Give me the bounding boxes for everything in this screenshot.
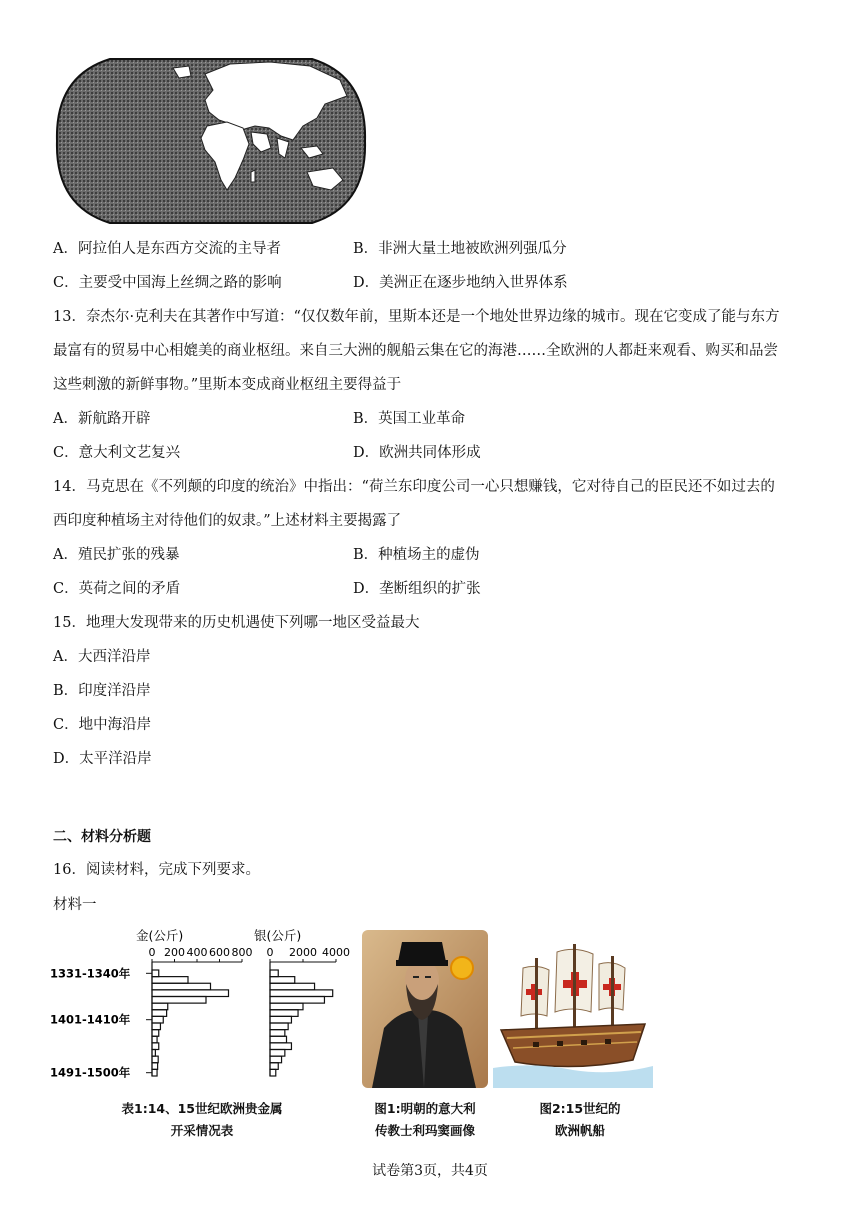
chart-bar-0-15 <box>152 1069 157 1076</box>
q12-option-c: C．主要受中国海上丝绸之路的影响 <box>53 275 282 291</box>
chart-bar-0-3 <box>152 990 229 997</box>
chart-tick-label-0-0: 0 <box>148 946 156 959</box>
q15-option-b: B．印度洋沿岸 <box>53 683 151 699</box>
chart-bar-1-13 <box>270 1056 282 1063</box>
chart-bar-1-8 <box>270 1023 288 1030</box>
q14-option-c: C．英荷之间的矛盾 <box>53 581 181 597</box>
q14-stem-line1: 14．马克思在《不列颠的印度的统治》中指出：“荷兰东印度公司一心只想赚钱，它对待自己的臣民还不如过去的 <box>53 479 775 495</box>
q13-stem-line1: 13．奈杰尔·克利夫在其著作中写道：“仅仅数年前，里斯本还是一个地处世界边缘的城市。现在它变成了能与东方 <box>53 309 780 325</box>
chart-bar-0-11 <box>152 1043 159 1050</box>
fig1-caption-line2: 传教士利玛窦画像 <box>374 1123 475 1138</box>
q14-option-b: B．种植场主的虚伪 <box>353 547 480 563</box>
chart-bar-0-4 <box>152 997 206 1004</box>
chart-bar-1-15 <box>270 1069 276 1076</box>
section-title: 二、材料分析题 <box>53 829 151 845</box>
chart-tick-label-1-2: 4000 <box>322 946 350 959</box>
q12-option-b: B．非洲大量土地被欧洲列强瓜分 <box>353 241 567 257</box>
chart-bar-1-9 <box>270 1030 285 1037</box>
world-map-svg <box>55 56 367 226</box>
chart-bar-0-5 <box>152 1003 168 1010</box>
chart-bar-1-10 <box>270 1036 287 1043</box>
table1-caption-line2: 开采情况表 <box>170 1123 234 1138</box>
chart-tick-label-0-1: 200 <box>164 946 185 959</box>
chart-bar-1-11 <box>270 1043 291 1050</box>
q13-stem-line2: 最富有的贸易中心相媲美的商业枢纽。来自三大洲的舰船云集在它的海港……全欧洲的人都赶来观看、购买和品尝 <box>53 343 778 359</box>
fig1-caption-line1: 图1:明朝的意大利 <box>374 1101 476 1116</box>
q14-option-a: A．殖民扩张的残暴 <box>53 547 180 563</box>
precious-metals-chart <box>48 926 358 1094</box>
q15-option-c: C．地中海沿岸 <box>53 717 152 733</box>
sailing-ship-image <box>493 938 653 1088</box>
q15-option-d: D．太平洋沿岸 <box>53 751 152 767</box>
q14-stem-line2: 西印度种植场主对待他们的奴隶。”上述材料主要揭露了 <box>53 513 402 529</box>
table1-caption <box>96 1098 308 1142</box>
chart-bar-1-1 <box>270 977 295 984</box>
table1-caption-line1: 表1:14、15世纪欧洲贵金属 <box>121 1101 283 1116</box>
chart-bar-1-0 <box>270 970 278 977</box>
chart-bar-0-14 <box>152 1063 158 1070</box>
chart-bar-0-9 <box>152 1030 159 1037</box>
chart-tick-label-0-4: 800 <box>231 946 253 959</box>
chart-tick-label-1-0: 0 <box>266 946 274 959</box>
fig2-caption-line1: 图2:15世纪的 <box>539 1101 621 1116</box>
fig1-caption <box>352 1098 498 1142</box>
ricci-portrait-image <box>362 930 488 1088</box>
chart-bar-1-14 <box>270 1063 278 1070</box>
page-footer: 试卷第3页，共4页 <box>372 1163 488 1179</box>
chart-bar-0-6 <box>152 1010 167 1017</box>
q15-stem: 15．地理大发现带来的历史机遇使下列哪一地区受益最大 <box>53 615 420 631</box>
chart-bar-1-3 <box>270 990 333 997</box>
q16-stem: 16．阅读材料，完成下列要求。 <box>53 862 260 878</box>
chart-bar-0-7 <box>152 1016 163 1023</box>
chart-tick-label-1-1: 2000 <box>289 946 317 959</box>
q14-option-d: D．垄断组织的扩张 <box>353 581 481 597</box>
chart-bar-0-8 <box>152 1023 160 1030</box>
q13-option-a: A．新航路开辟 <box>53 411 151 427</box>
chart-bar-0-2 <box>152 983 211 990</box>
chart-title-1: 银(公斤) <box>254 928 302 943</box>
chart-bar-0-13 <box>152 1056 158 1063</box>
q12-option-a: A．阿拉伯人是东西方交流的主导者 <box>53 241 281 257</box>
q13-option-d: D．欧洲共同体形成 <box>353 445 481 461</box>
chart-bar-1-12 <box>270 1050 285 1057</box>
chart-title-0: 金(公斤) <box>136 928 184 943</box>
chart-bar-0-1 <box>152 977 188 984</box>
chart-bar-1-2 <box>270 983 315 990</box>
q15-option-a: A．大西洋沿岸 <box>53 649 151 665</box>
chart-row-label-15: 1491-1500年 <box>50 1065 131 1080</box>
chart-bar-0-0 <box>152 970 159 977</box>
chart-bar-1-4 <box>270 997 324 1004</box>
world-map-image <box>55 56 367 226</box>
q13-option-c: C．意大利文艺复兴 <box>53 445 181 461</box>
fig2-caption-line2: 欧洲帆船 <box>554 1123 605 1138</box>
chart-row-label-0: 1331-1340年 <box>50 966 131 981</box>
chart-bar-0-10 <box>152 1036 157 1043</box>
chart-bar-1-6 <box>270 1010 298 1017</box>
chart-bar-1-5 <box>270 1003 303 1010</box>
q12-option-d: D．美洲正在逐步地纳入世界体系 <box>353 275 568 291</box>
fig2-caption <box>520 1098 640 1142</box>
chart-row-label-7: 1401-1410年 <box>50 1012 131 1027</box>
q13-option-b: B．英国工业革命 <box>353 411 466 427</box>
chart-bar-1-7 <box>270 1016 291 1023</box>
chart-tick-label-0-2: 400 <box>186 946 208 959</box>
q13-stem-line3: 这些刺激的新鲜事物。”里斯本变成商业枢纽主要得益于 <box>53 377 402 393</box>
chart-tick-label-0-3: 600 <box>209 946 230 959</box>
material-label: 材料一 <box>53 897 97 913</box>
chart-bar-0-12 <box>152 1050 155 1057</box>
